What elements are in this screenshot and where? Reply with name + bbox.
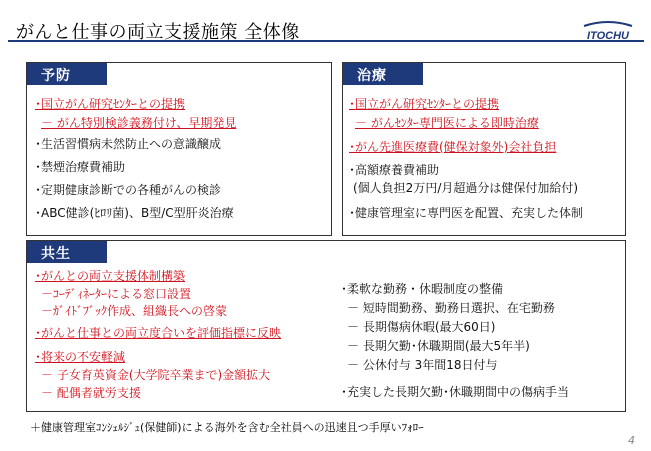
coexist-right-item: ･柔軟な勤務・休暇制度の整備	[341, 282, 504, 296]
treatment-item: ･がん先進医療費(健保対象外)会社負担	[349, 140, 557, 154]
prevention-item: ･生活習慣病未然防止への意識醸成	[35, 137, 222, 151]
logo-mark	[582, 20, 634, 42]
coexist-header: 共生	[27, 241, 107, 263]
footer-note: ＋健康管理室ｺﾝｼｪﾙｼﾞｭ(保健師)による海外を含む全社員への迅速且つ手厚いﾌｫﾛｰ	[30, 421, 424, 434]
treatment-item: (個人負担2万円/月超過分は健保付加給付)	[353, 181, 579, 195]
logo-text: ITOCHU	[587, 30, 629, 42]
coexist-left-item: ･がんと仕事との両立度合いを評価指標に反映	[35, 326, 282, 340]
itochu-logo	[582, 20, 634, 42]
coexist-right-item: － 長期欠勤･休職期間(最大5年半)	[347, 339, 530, 353]
coexist-left-item: － 子女育英資金(大学院卒業まで)金額拡大	[41, 368, 271, 382]
prevention-item: ･ABC健診(ﾋﾛﾘ菌)、B型/C型肝炎治療	[35, 206, 234, 220]
coexist-left-item: ･がんとの両立支援体制構築	[35, 269, 186, 283]
page-number: 4	[628, 434, 635, 447]
prevention-header: 予防	[27, 63, 107, 85]
treatment-box	[342, 62, 626, 236]
treatment-header: 治療	[343, 63, 423, 85]
prevention-item: ･定期健康診断での各種がんの検診	[35, 183, 222, 197]
prevention-item: － がん特別検診義務付け、早期発見	[41, 116, 237, 130]
treatment-item: ･国立がん研究ｾﾝﾀｰとの提携	[349, 97, 500, 111]
prevention-box	[26, 62, 332, 236]
treatment-item: ･健康管理室に専門医を配置、充実した体制	[349, 206, 584, 220]
coexist-right-item: － 公休付与 3年間18日付与	[347, 358, 498, 372]
coexist-box	[26, 240, 626, 412]
prevention-item: ･国立がん研究ｾﾝﾀｰとの提携	[35, 97, 186, 111]
slide-title: がんと仕事の両立支援施策 全体像	[16, 22, 300, 43]
treatment-item: － がんｾﾝﾀｰ専門医による即時治療	[355, 116, 539, 130]
coexist-left-item: － 配偶者就労支援	[41, 386, 141, 400]
coexist-right-item: － 短時間勤務、勤務日選択、在宅勤務	[347, 301, 555, 315]
coexist-right-item: － 長期傷病休暇(最大60日)	[347, 320, 496, 334]
coexist-left-item: －ｺｰﾃﾞｨﾈｰﾀｰによる窓口設置	[41, 287, 192, 301]
coexist-left-item: －ｶﾞｲﾄﾞﾌﾞｯｸ作成、組織長への啓蒙	[41, 304, 228, 318]
prevention-item: ･禁煙治療費補助	[35, 160, 126, 174]
coexist-right-item: ･充実した長期欠勤･休職期間中の傷病手当	[341, 385, 570, 399]
coexist-left-item: ･将来の不安軽減	[35, 350, 126, 364]
treatment-item: ･高額療養費補助	[349, 163, 440, 177]
